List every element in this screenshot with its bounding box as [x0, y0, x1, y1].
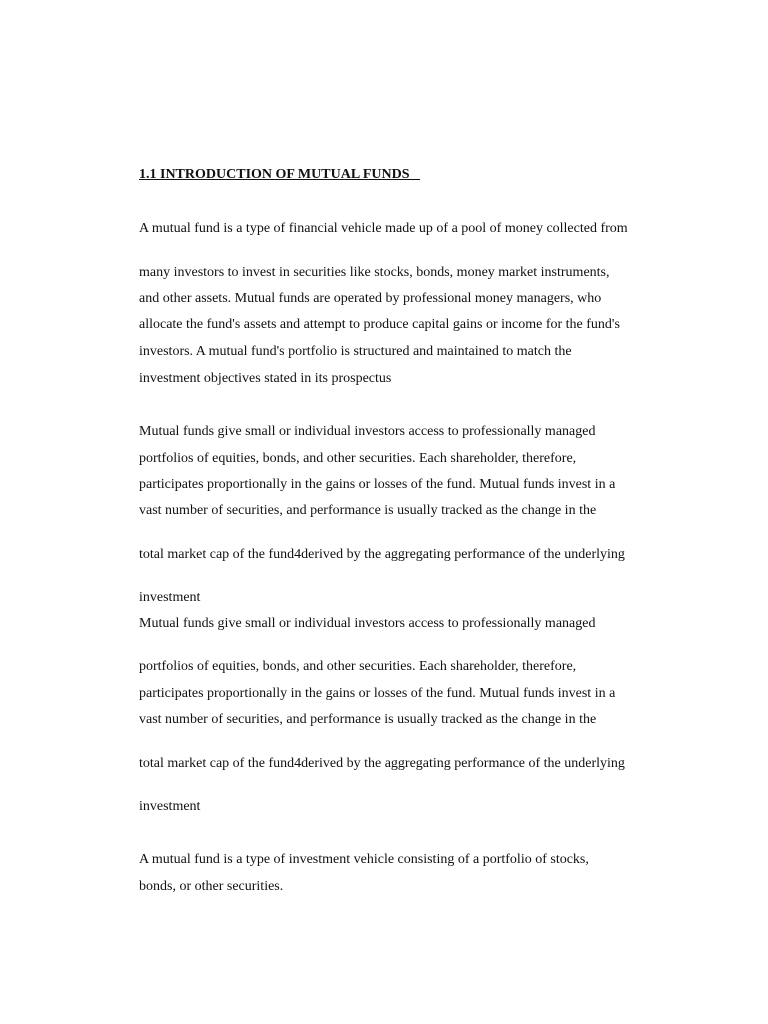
text-line: participates proportionally in the gains or losses of the fund. Mutual funds invest in a [139, 477, 616, 492]
text-line: investment objectives stated in its prospectus [139, 371, 392, 386]
text-line: participates proportionally in the gains or losses of the fund. Mutual funds invest in a [139, 686, 616, 701]
text-line: total market cap of the fund4derived by the aggregating performance of the underlying [139, 547, 625, 562]
text-line: and other assets. Mutual funds are operated by professional money managers, who [139, 291, 602, 306]
section-heading: 1.1 INTRODUCTION OF MUTUAL FUNDS [139, 167, 421, 182]
text-line: investment [139, 590, 201, 605]
text-line: investment [139, 799, 201, 814]
text-line: investors. A mutual fund's portfolio is structured and maintained to match the [139, 344, 572, 359]
text-line: many investors to invest in securities like stocks, bonds, money market instruments, [139, 265, 610, 280]
text-line: A mutual fund is a type of investment vehicle consisting of a portfolio of stocks, [139, 852, 589, 867]
text-line: vast number of securities, and performance is usually tracked as the change in the [139, 712, 597, 727]
text-line: Mutual funds give small or individual investors access to professionally managed [139, 616, 596, 631]
text-line: portfolios of equities, bonds, and other securities. Each shareholder, therefore, [139, 659, 577, 674]
text-line: A mutual fund is a type of financial vehicle made up of a pool of money collected from [139, 221, 628, 236]
text-line: total market cap of the fund4derived by the aggregating performance of the underlying [139, 756, 625, 771]
text-line: vast number of securities, and performance is usually tracked as the change in the [139, 503, 597, 518]
text-line: portfolios of equities, bonds, and other securities. Each shareholder, therefore, [139, 451, 577, 466]
text-line: allocate the fund's assets and attempt to produce capital gains or income for the fund's [139, 317, 620, 332]
text-line: bonds, or other securities. [139, 879, 284, 894]
text-line: Mutual funds give small or individual investors access to professionally managed [139, 424, 596, 439]
